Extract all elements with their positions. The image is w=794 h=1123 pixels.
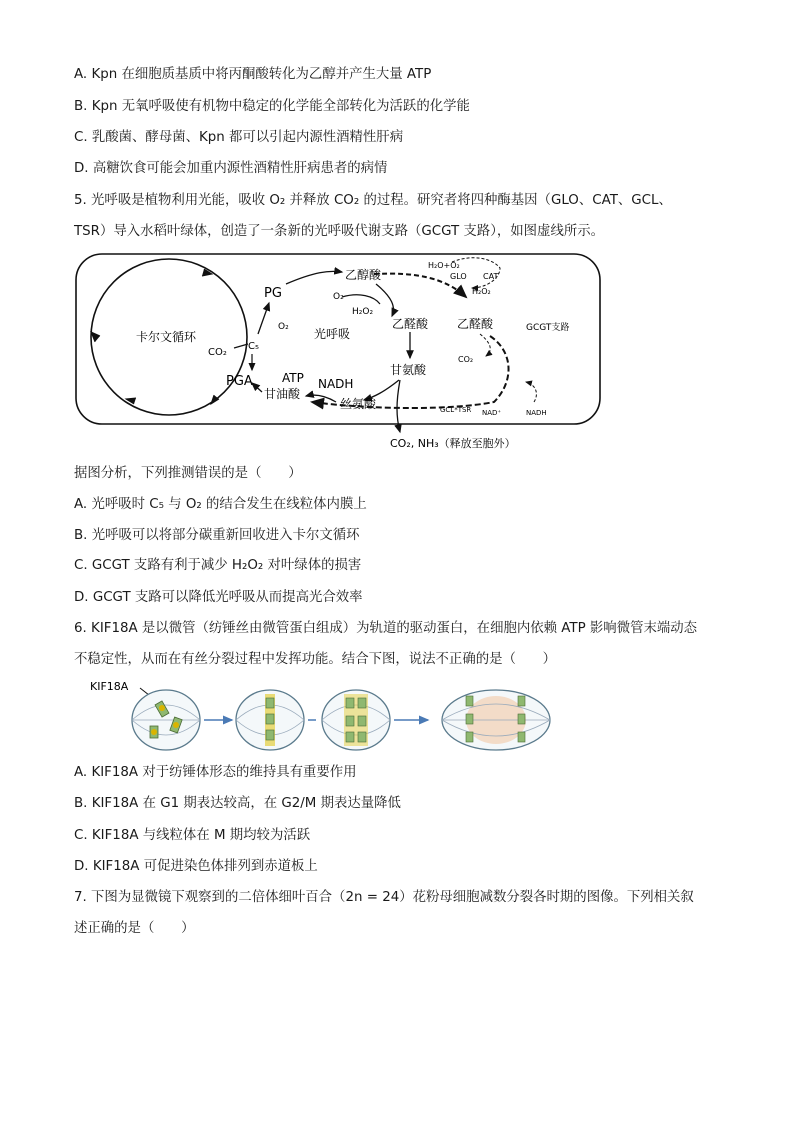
branch-nadh-label: NADH — [526, 409, 547, 417]
glo-label: GLO — [450, 272, 467, 281]
glycine-label: 甘氨酸 — [390, 363, 427, 377]
photorespiration-diagram — [74, 252, 604, 462]
q4-option-a: A. Kpn 在细胞质基质中将丙酮酸转化为乙醇并产生大量 ATP — [74, 67, 432, 82]
mitosis-figure — [88, 678, 568, 754]
q5-option-c: C. GCGT 支路有利于减少 H₂O₂ 对叶绿体的损害 — [74, 558, 362, 573]
q5-question: 据图分析，下列推测错误的是（ ） — [74, 466, 302, 481]
q5-option-b: B. 光呼吸可以将部分碳重新回收进入卡尔文循环 — [74, 528, 360, 543]
q7-stem-line2: 述正确的是（ ） — [74, 921, 195, 936]
branch-glyoxylate-label: 乙醛酸 — [457, 317, 494, 331]
glyoxylate-label: 乙醛酸 — [392, 317, 429, 331]
q6-stem-line2: 不稳定性，从而在有丝分裂过程中发挥功能。结合下图，说法不正确的是（ ） — [74, 652, 557, 667]
pg-label: PG — [264, 286, 282, 301]
q6-option-d: D. KIF18A 可促进染色体排列到赤道板上 — [74, 859, 318, 874]
q6-option-a: A. KIF18A 对于纺锤体形态的维持具有重要作用 — [74, 765, 357, 780]
q4-option-d: D. 高糖饮食可能会加重内源性酒精性肝病患者的病情 — [74, 161, 388, 176]
q6-stem-line1: 6. KIF18A 是以微管（纺锤丝由微管蛋白组成）为轨道的驱动蛋白，在细胞内依赖 ATP 影响微管末端动态 — [74, 621, 698, 636]
serine-label: 丝氨酸 — [340, 397, 377, 411]
o2-label: O₂ — [278, 322, 289, 332]
q7-stem-line1: 7. 下图为显微镜下观察到的二倍体细叶百合（2n = 24）花粉母细胞减数分裂各时期的图像。下列相关叙 — [74, 890, 694, 905]
cell-metaphase-2 — [322, 690, 390, 750]
pga-label: PGA — [226, 374, 253, 389]
atp-label: ATP — [282, 371, 304, 385]
nadh-label: NADH — [318, 377, 354, 391]
calvin-cycle-label: 卡尔文循环 — [136, 330, 197, 344]
q5-stem-line2: TSR）导入水稻叶绿体，创造了一条新的光呼吸代谢支路（GCGT 支路），如图虚线所示。 — [74, 224, 605, 239]
cell-metaphase-1 — [236, 690, 304, 750]
glycerate-label: 甘油酸 — [264, 387, 301, 401]
kif18a-label: KIF18A — [90, 680, 129, 693]
gcgt-label: GCGT支路 — [526, 323, 570, 333]
branch-h2o2-label: H₂O₂ — [472, 287, 491, 296]
q4-option-b: B. Kpn 无氧呼吸使有机物中稳定的化学能全部转化为活跃的化学能 — [74, 99, 470, 114]
nad-plus-label: NAD⁺ — [482, 409, 502, 417]
q5-option-d: D. GCGT 支路可以降低光呼吸从而提高光合效率 — [74, 590, 363, 605]
q5-option-a: A. 光呼吸时 C₅ 与 O₂ 的结合发生在线粒体内膜上 — [74, 497, 367, 512]
h2o2-label: H₂O₂ — [352, 307, 374, 317]
release-label: CO₂, NH₃（释放至胞外） — [390, 437, 516, 450]
glycolate-label: 乙醇酸 — [345, 268, 382, 282]
cell-prometaphase — [132, 690, 200, 750]
c5-label: C₅ — [248, 341, 259, 352]
photorespiration-label: 光呼吸 — [314, 327, 351, 341]
cat-label: CAT — [483, 272, 499, 281]
o2-photoresp-label: O₂ — [333, 292, 344, 302]
h2o-o2-label: H₂O+O₂ — [428, 261, 460, 270]
q5-stem-line1: 5. 光呼吸是植物利用光能，吸收 O₂ 并释放 CO₂ 的过程。研究者将四种酶基因（GLO、CAT、GCL、 — [74, 193, 672, 208]
q6-option-b: B. KIF18A 在 G1 期表达较高，在 G2/M 期表达量降低 — [74, 796, 401, 811]
cell-anaphase — [442, 690, 550, 750]
q6-option-c: C. KIF18A 与线粒体在 M 期均较为活跃 — [74, 828, 311, 843]
gcl-tsr-label: GCL*TSR — [440, 406, 472, 414]
branch-co2-label: CO₂ — [458, 355, 474, 364]
q4-option-c: C. 乳酸菌、酵母菌、Kpn 都可以引起内源性酒精性肝病 — [74, 130, 404, 145]
co2-label: CO₂ — [208, 347, 227, 358]
